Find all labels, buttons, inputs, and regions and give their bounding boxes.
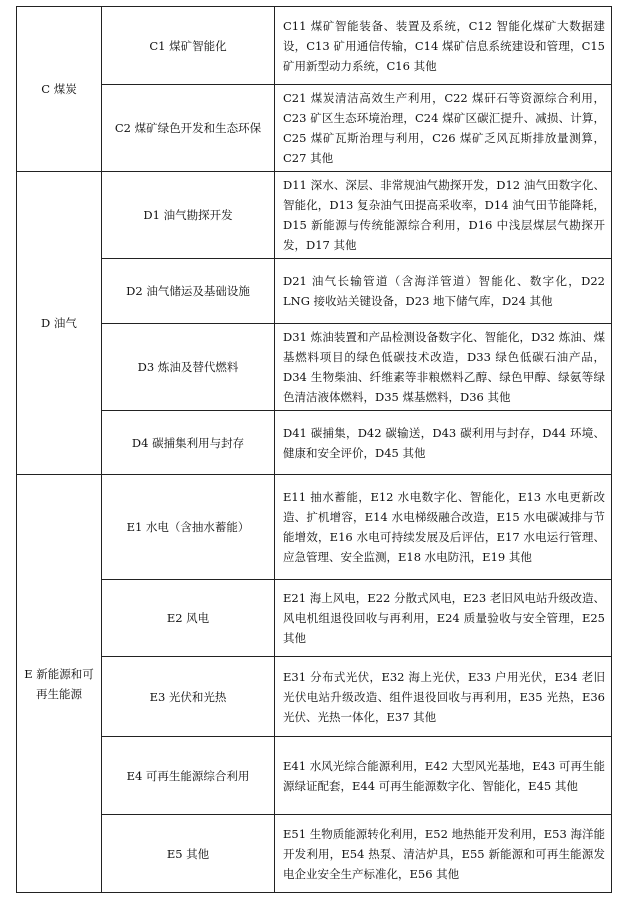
items-cell: E31 分布式光伏，E32 海上光伏，E33 户用光伏，E34 老旧光伏电站升级改造、组件退役回收与再利用，E35 光热，E36 光伏、光热一体化，E37 其他: [275, 657, 612, 737]
category-cell: E 新能源和可再生能源: [17, 475, 102, 893]
items-cell: C11 煤矿智能装备、装置及系统，C12 智能化煤矿大数据建设，C13 矿用通信传输，C14 煤矿信息系统建设和管理，C15 矿用新型动力系统，C16 其他: [275, 7, 612, 85]
category-cell: D 油气: [17, 172, 102, 475]
subcategory-cell: D2 油气储运及基础设施: [102, 259, 275, 324]
table-row: [17, 657, 612, 737]
table-row: [17, 7, 612, 85]
subcategory-cell: E1 水电（含抽水蓄能）: [102, 475, 275, 580]
items-cell: D41 碳捕集，D42 碳输送，D43 碳利用与封存，D44 环境、健康和安全评价，D45 其他: [275, 411, 612, 475]
subcategory-cell: E2 风电: [102, 580, 275, 657]
table-row: [17, 259, 612, 324]
items-cell: E41 水风光综合能源利用，E42 大型风光基地，E43 可再生能源绿证配套，E44 可再生能源数字化、智能化，E45 其他: [275, 737, 612, 815]
items-cell: D31 炼油装置和产品检测设备数字化、智能化，D32 炼油、煤基燃料项目的绿色低碳技术改造，D33 绿色低碳石油产品，D34 生物柴油、纤维素等非粮燃料乙醇、绿色甲醇、绿氨等绿色清洁液体燃料，D35 煤基燃料，D36 其他: [275, 324, 612, 411]
items-cell: D11 深水、深层、非常规油气勘探开发，D12 油气田数字化、智能化，D13 复杂油气田提高采收率，D14 油气田节能降耗，D15 新能源与传统能源综合利用，D16 中浅层煤层气勘探开发，D17 其他: [275, 172, 612, 259]
subcategory-cell: D4 碳捕集利用与封存: [102, 411, 275, 475]
subcategory-cell: D3 炼油及替代燃料: [102, 324, 275, 411]
items-cell: E11 抽水蓄能，E12 水电数字化、智能化，E13 水电更新改造、扩机增容，E14 水电梯级融合改造，E15 水电碳减排与节能增效，E16 水电可持续发展及后评估，E17 水电运行管理、应急管理、安全监测，E18 水电防汛，E19 其他: [275, 475, 612, 580]
table-row: [17, 815, 612, 893]
category-table: [16, 6, 612, 893]
table-row: [17, 172, 612, 259]
table-row: [17, 737, 612, 815]
table-row: [17, 85, 612, 172]
table-row: [17, 324, 612, 411]
table-row: [17, 580, 612, 657]
subcategory-cell: E5 其他: [102, 815, 275, 893]
subcategory-cell: D1 油气勘探开发: [102, 172, 275, 259]
category-cell: C 煤炭: [17, 7, 102, 172]
table-row: [17, 475, 612, 580]
subcategory-cell: C2 煤矿绿色开发和生态环保: [102, 85, 275, 172]
subcategory-cell: E4 可再生能源综合利用: [102, 737, 275, 815]
subcategory-cell: E3 光伏和光热: [102, 657, 275, 737]
subcategory-cell: C1 煤矿智能化: [102, 7, 275, 85]
items-cell: C21 煤炭清洁高效生产利用，C22 煤矸石等资源综合利用，C23 矿区生态环境治理，C24 煤矿区碳汇提升、减损、计算，C25 煤矿瓦斯治理与利用，C26 煤矿乏风瓦斯排放量测算，C27 其他: [275, 85, 612, 172]
items-cell: E21 海上风电，E22 分散式风电，E23 老旧风电站升级改造、风电机组退役回收与再利用，E24 质量验收与安全管理，E25 其他: [275, 580, 612, 657]
table-row: [17, 411, 612, 475]
items-cell: D21 油气长输管道（含海洋管道）智能化、数字化，D22 LNG 接收站关键设备，D23 地下储气库，D24 其他: [275, 259, 612, 324]
items-cell: E51 生物质能源转化利用，E52 地热能开发利用，E53 海洋能开发利用，E54 热泵、清洁炉具，E55 新能源和可再生能源发电企业安全生产标准化，E56 其他: [275, 815, 612, 893]
